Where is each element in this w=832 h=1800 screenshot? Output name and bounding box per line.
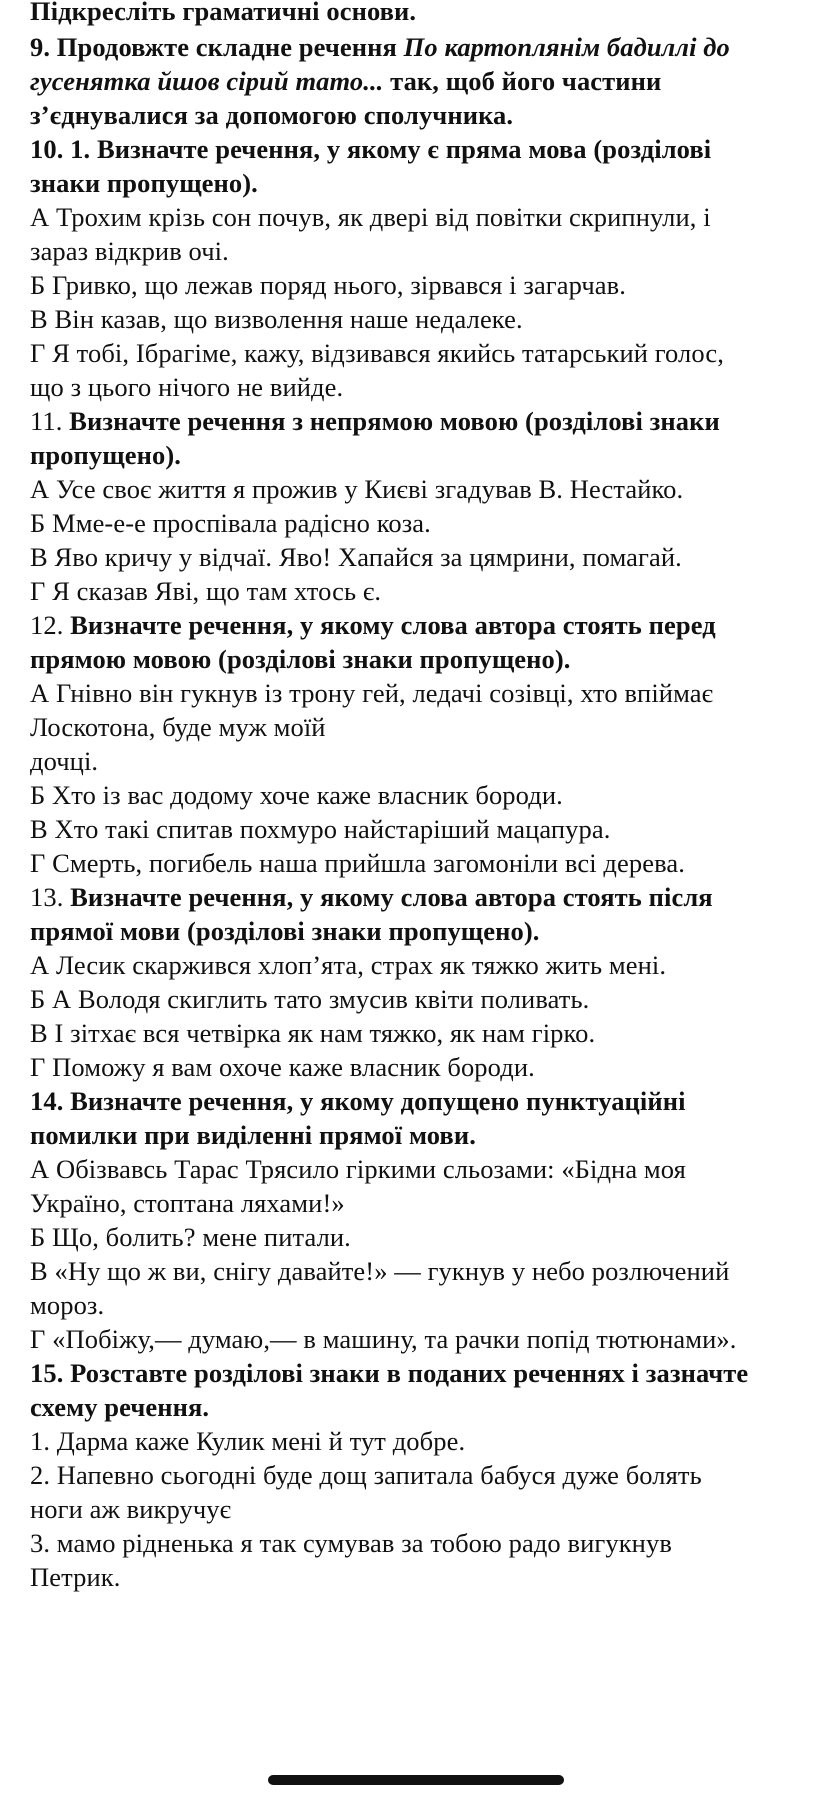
task-11-question-cont: пропущено). (30, 440, 181, 470)
task-15-item-2-cont: ноги аж викручує (30, 1494, 232, 1524)
task-14-question: 14. Визначте речення, у якому допущено пунктуаційні (30, 1086, 686, 1116)
task-12-number: 12. (30, 610, 71, 640)
task-13-number: 13. (30, 882, 71, 912)
task-10-option-d: Г Я тобі, Ібрагіме, кажу, відзивався якийсь татарський голос, (30, 338, 724, 368)
task-15-item-3-cont: Петрик. (30, 1562, 121, 1592)
task-12-option-a-cont2: дочці. (30, 746, 99, 776)
task-10-option-a-cont: зараз відкрив очі. (30, 236, 229, 266)
task-13-option-a: А Лесик скаржився хлоп’ята, страх як тяжко жить мені. (30, 950, 667, 980)
task-14-question-cont: помилки при виділенні прямої мови. (30, 1120, 476, 1150)
task-15-item-3: 3. мамо рідненька я так сумував за тобою радо вигукнув (30, 1528, 672, 1558)
task-12-option-c: В Хто такі спитав похмуро найстаріший мацапура. (30, 814, 611, 844)
task-14-option-c: В «Ну що ж ви, снігу давайте!» — гукнув у небо розлючений (30, 1256, 730, 1286)
task-11-question (30, 404, 720, 438)
task-12-option-a: А Гнівно він гукнув із трону гей, ледачі созівці, хто впіймає (30, 678, 714, 708)
task-9-prompt-cont: так, щоб його частини (383, 66, 662, 96)
task-9-sentence-cont: гусенятка йшов сірий тато... (30, 66, 384, 96)
task-15-question: 15. Розставте розділові знаки в поданих реченнях і зазначте (30, 1358, 749, 1388)
task-13-question-cont: прямої мови (розділові знаки пропущено). (30, 916, 540, 946)
task-12-option-b: Б Хто із вас додому хоче каже власник бороди. (30, 780, 563, 810)
task-12-option-a-cont: Лоскотона, буде муж моїй (30, 712, 326, 742)
task-14-option-a: А Обізвавсь Тарас Трясило гіркими сльозами: «Бідна моя (30, 1154, 686, 1184)
task-11-prompt: Визначте речення з непрямою мовою (розділові знаки (69, 406, 720, 436)
task-12-option-d: Г Смерть, погибель наша прийшла загомоніли всі дерева. (30, 848, 685, 878)
task-10-option-a: А Трохим крізь сон почув, як двері від повітки скрипнули, і (30, 202, 711, 232)
task-13-option-b: Б А Володя скиглить тато змусив квіти поливать. (30, 984, 590, 1014)
task-13-prompt: Визначте речення, у якому слова автора стоять після (70, 882, 713, 912)
task-15-item-1: 1. Дарма каже Кулик мені й тут добре. (30, 1426, 466, 1456)
task-11-option-b: Б Мме-е-е проспівала радісно коза. (30, 508, 431, 538)
task-11-option-c: В Яво кричу у відчаї. Яво! Хапайся за цямрини, помагай. (30, 542, 682, 572)
task-11-number: 11. (30, 406, 70, 436)
task-13-question (30, 880, 713, 914)
home-indicator[interactable] (268, 1775, 564, 1785)
task-10-option-c: В Він казав, що визволення наше недалеке. (30, 304, 523, 334)
task-9-line-2 (30, 64, 661, 98)
task-12-question-cont: прямою мовою (розділові знаки пропущено). (30, 644, 571, 674)
task-10-question-cont: знаки пропущено). (30, 168, 258, 198)
task-9-line-3: з’єднувалися за допомогою сполучника. (30, 100, 514, 130)
task-13-option-c: В І зітхає вся четвірка як нам тяжко, як нам гірко. (30, 1018, 596, 1048)
task-9-sentence: По картоплянім бадиллі до (403, 32, 730, 62)
task-9-prompt: 9. Продовжте складне речення (30, 32, 404, 62)
task-11-option-d: Г Я сказав Яві, що там хтось є. (30, 576, 382, 606)
task-15-question-cont: схему речення. (30, 1392, 210, 1422)
task-9-line-1 (30, 30, 730, 64)
task-14-option-d: Г «Побіжу,— думаю,— в машину, та рачки попід тютюнами». (30, 1324, 737, 1354)
task-12-question (30, 608, 716, 642)
task-12-prompt: Визначте речення, у якому слова автора стоять перед (70, 610, 716, 640)
task-14-option-b: Б Що, болить? мене питали. (30, 1222, 351, 1252)
task-11-option-a: А Усе своє життя я прожив у Києві згадував В. Нестайко. (30, 474, 684, 504)
instruction-line: Підкресліть граматичні основи. (30, 0, 417, 26)
task-10-question: 10. 1. Визначте речення, у якому є пряма мова (розділові (30, 134, 712, 164)
task-14-option-a-cont: Україно, стоптана ляхами!» (30, 1188, 345, 1218)
task-14-option-c-cont: мороз. (30, 1290, 105, 1320)
task-13-option-d: Г Поможу я вам охоче каже власник бороди. (30, 1052, 535, 1082)
task-10-option-d-cont: що з цього нічого не вийде. (30, 372, 344, 402)
task-15-item-2: 2. Напевно сьогодні буде дощ запитала бабуся дуже болять (30, 1460, 702, 1490)
task-10-option-b: Б Гривко, що лежав поряд нього, зірвався і загарчав. (30, 270, 626, 300)
